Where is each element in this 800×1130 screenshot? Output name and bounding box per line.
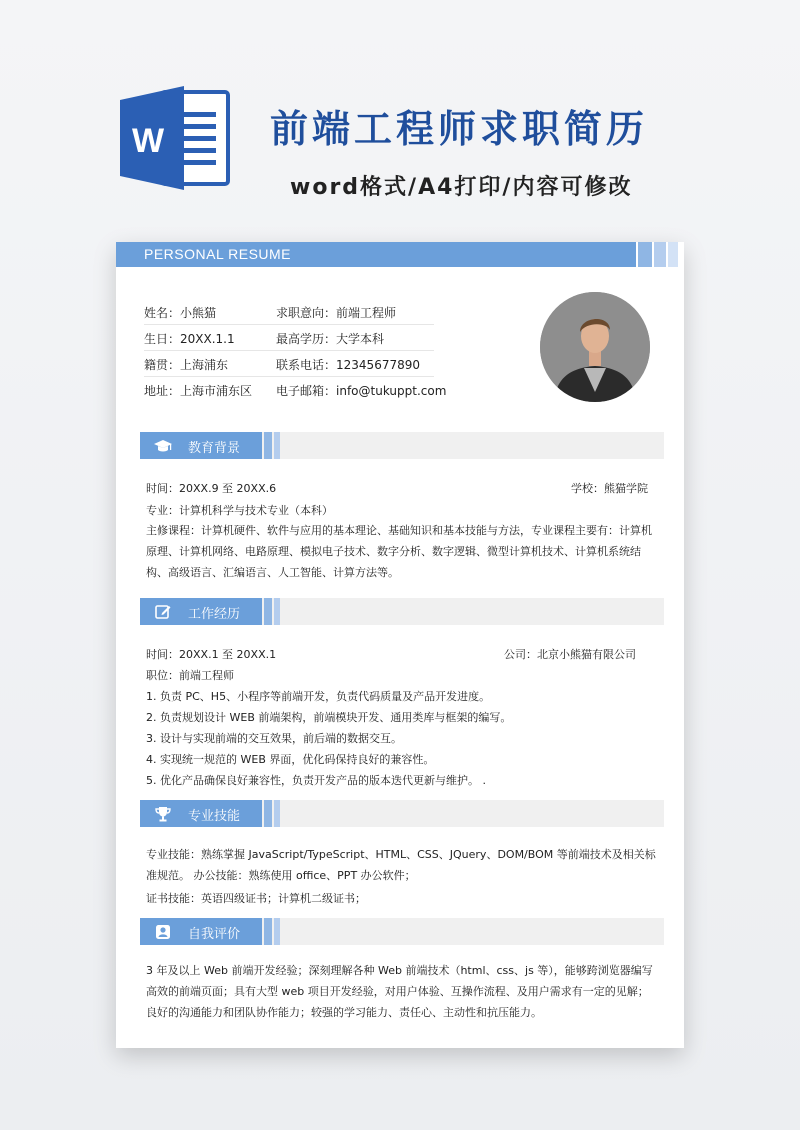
education-courses: 主修课程：计算机硬件、软件与应用的基本理论、基础知识和基本技能与方法，专业课程主要有：计算机原理、计算机网络、电路原理、模拟电子技术、数字分析、数字逻辑、微型计算机技术、计算机系统结构、高级语言、汇编语言、人工智能、计算方法等。 [146, 524, 652, 579]
info-label: 地址： [144, 384, 181, 398]
info-value: 12345677890 [336, 358, 420, 372]
info-value: info@tukuppt.com [336, 384, 447, 398]
profile-photo [540, 292, 650, 402]
info-label: 最高学历： [276, 332, 337, 346]
info-value: 上海市浦东区 [180, 384, 253, 398]
section-header-work [140, 598, 664, 625]
promo-title: 前端工程师求职简历 [270, 107, 649, 151]
word-logo-letter: W [131, 122, 165, 160]
word-logo-icon [120, 86, 232, 190]
section-title: 自我评价 [188, 927, 241, 942]
work-duty-item: 1. 负责 PC、H5、小程序等前端开发，负责代码质量及产品开发进度。 [146, 690, 491, 703]
info-row [144, 352, 434, 377]
work-duty-item: 5. 优化产品确保良好兼容性，负责开发产品的版本迭代更新与维护。 . [146, 774, 486, 787]
skills-certificates: 证书技能：英语四级证书；计算机二级证书； [146, 892, 366, 905]
section-header-skills [140, 800, 664, 827]
user-icon [154, 923, 172, 941]
info-row [144, 378, 447, 402]
info-value: 前端工程师 [336, 306, 397, 320]
resume-header-bar [116, 242, 636, 267]
header-stripe [668, 242, 678, 267]
promo-subtitle: word格式/A4打印/内容可修改 [290, 175, 633, 200]
section-title: 专业技能 [188, 809, 241, 824]
graduation-cap-icon [154, 437, 172, 455]
info-label: 联系电话： [276, 358, 337, 372]
work-company: 公司：北京小熊猫有限公司 [504, 648, 636, 661]
section-title: 工作经历 [188, 607, 241, 622]
section-title: 教育背景 [188, 441, 241, 456]
info-value: 20XX.1.1 [180, 332, 235, 346]
info-row [144, 326, 434, 351]
info-label: 生日： [144, 332, 181, 346]
resume-header-label: PERSONAL RESUME [144, 246, 292, 262]
work-duty-item: 2. 负责规划设计 WEB 前端架构，前端模块开发、通用类库与框架的编写。 [146, 711, 512, 724]
resume-page [116, 242, 684, 1048]
work-duty-item: 3. 设计与实现前端的交互效果，前后端的数据交互。 [146, 732, 402, 745]
info-label: 求职意向： [276, 306, 337, 320]
info-value: 小熊猫 [180, 306, 217, 320]
education-major: 专业：计算机科学与技术专业（本科） [146, 504, 333, 517]
trophy-icon [154, 805, 172, 823]
section-header-education [140, 432, 664, 459]
skills-professional: 专业技能：熟练掌握 JavaScript/TypeScript、HTML、CSS、JQuery、DOM/BOM 等前端技术及相关标准规范。 办公技能：熟练使用 office、PPT 办公软件； [146, 848, 656, 882]
info-value: 上海浦东 [180, 358, 229, 372]
work-time: 时间：20XX.1 至 20XX.1 [146, 648, 277, 661]
info-label: 姓名： [144, 306, 181, 320]
work-position: 职位：前端工程师 [146, 669, 234, 682]
edit-icon [154, 603, 172, 621]
self-evaluation-text: 3 年及以上 Web 前端开发经验；深刻理解各种 Web 前端技术（html、css、js 等），能够跨浏览器编写高效的前端页面；具有大型 web 项目开发经验，对用户体验、互操作流程、及用户需求有一定的见解；良好的沟通能力和团队协作能力；较强的学习能力、责任心、主动性和抗压能力。 [146, 964, 653, 1019]
info-label: 籍贯： [144, 358, 181, 372]
work-duty-item: 4. 实现统一规范的 WEB 界面，优化码保持良好的兼容性。 [146, 753, 435, 766]
info-row [144, 300, 434, 325]
header-stripe [654, 242, 666, 267]
info-label: 电子邮箱： [276, 384, 337, 398]
education-school: 学校：熊猫学院 [571, 482, 648, 495]
education-time: 时间：20XX.9 至 20XX.6 [146, 482, 277, 495]
header-stripe [638, 242, 652, 267]
info-value: 大学本科 [336, 332, 385, 346]
section-header-self [140, 918, 664, 945]
